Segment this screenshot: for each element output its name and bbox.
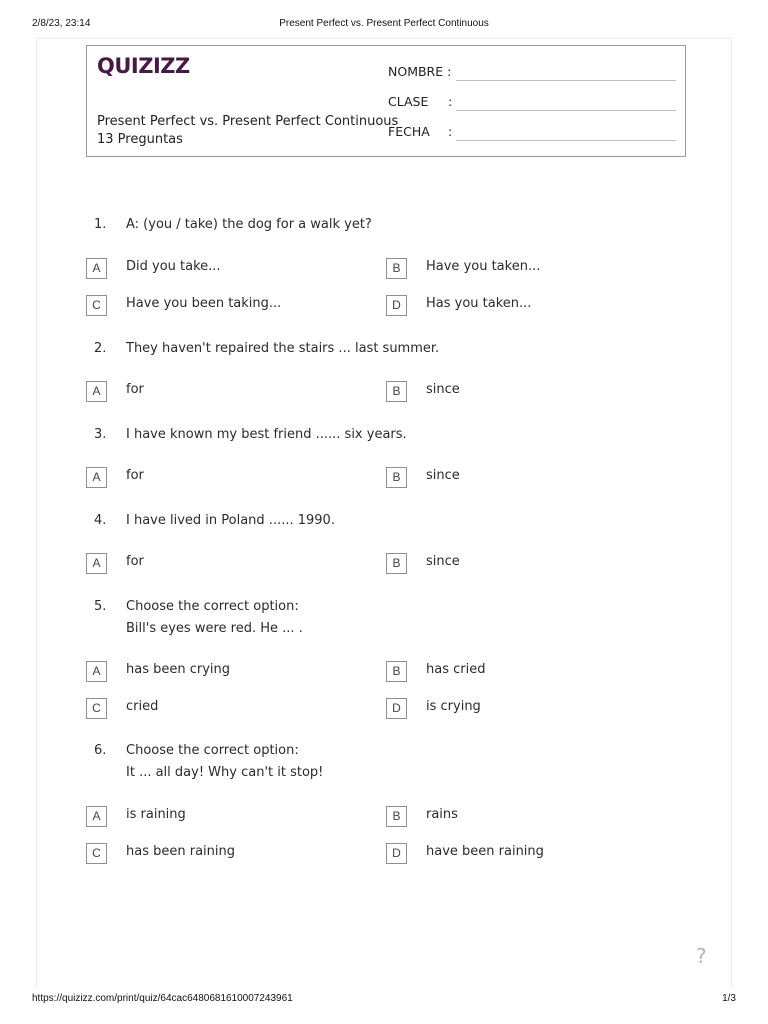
print-title: Present Perfect vs. Present Perfect Continuous	[279, 18, 489, 29]
quiz-title: Present Perfect vs. Present Perfect Continuous	[97, 114, 399, 129]
option-text: has cried	[426, 662, 486, 677]
worksheet-header	[86, 45, 686, 157]
print-url: https://quizizz.com/print/quiz/64cac6480681610007243961	[32, 993, 293, 1004]
class-field	[388, 94, 678, 114]
option-letter: B	[386, 806, 407, 827]
option-letter: A	[86, 381, 107, 402]
option-text: since	[426, 554, 460, 569]
question-number: 4.	[94, 513, 107, 528]
option-letter: B	[386, 467, 407, 488]
question-text: Choose the correct option:	[126, 599, 299, 614]
date-label: FECHA	[388, 124, 430, 139]
question-text: I have lived in Poland ...... 1990.	[126, 513, 335, 528]
option-letter: C	[86, 698, 107, 719]
option-text: for	[126, 468, 144, 483]
date-line	[456, 140, 676, 141]
question-number: 1.	[94, 217, 107, 232]
option-text: is raining	[126, 807, 186, 822]
question-number: 6.	[94, 743, 107, 758]
option-letter: A	[86, 806, 107, 827]
option-letter: D	[386, 698, 407, 719]
option-letter: B	[386, 661, 407, 682]
name-label: NOMBRE :	[388, 64, 452, 79]
name-line	[456, 80, 676, 81]
option-text: Did you take...	[126, 259, 221, 274]
question-text: I have known my best friend ...... six years.	[126, 427, 407, 442]
option-text: Have you been taking...	[126, 296, 282, 311]
option-letter: C	[86, 295, 107, 316]
option-text: Has you taken...	[426, 296, 532, 311]
print-page-number: 1/3	[722, 993, 736, 1004]
name-field	[388, 64, 678, 84]
class-label: CLASE	[388, 94, 429, 109]
question-text: Bill's eyes were red. He ... .	[126, 621, 303, 636]
option-letter: B	[386, 381, 407, 402]
date-colon: :	[448, 124, 453, 139]
option-text: is crying	[426, 699, 481, 714]
option-letter: B	[386, 258, 407, 279]
help-icon[interactable]: ?	[696, 944, 707, 968]
option-letter: D	[386, 295, 407, 316]
class-line	[456, 110, 676, 111]
question-number: 5.	[94, 599, 107, 614]
class-colon: :	[448, 94, 453, 109]
print-datetime: 2/8/23, 23:14	[32, 18, 91, 29]
question-count: 13 Preguntas	[97, 132, 183, 147]
option-text: have been raining	[426, 844, 544, 859]
option-text: for	[126, 382, 144, 397]
option-letter: B	[386, 553, 407, 574]
date-field	[388, 124, 678, 144]
option-letter: A	[86, 467, 107, 488]
option-text: Have you taken...	[426, 259, 541, 274]
option-text: cried	[126, 699, 159, 714]
option-letter: D	[386, 843, 407, 864]
question-text: Choose the correct option:	[126, 743, 299, 758]
option-letter: A	[86, 258, 107, 279]
option-text: since	[426, 468, 460, 483]
question-text: A: (you / take) the dog for a walk yet?	[126, 217, 372, 232]
option-text: has been raining	[126, 844, 235, 859]
question-number: 3.	[94, 427, 107, 442]
quizizz-logo: QUIZIZZ	[97, 54, 190, 78]
option-text: for	[126, 554, 144, 569]
option-letter: A	[86, 661, 107, 682]
option-letter: C	[86, 843, 107, 864]
option-text: has been crying	[126, 662, 231, 677]
question-number: 2.	[94, 341, 107, 356]
question-text: They haven't repaired the stairs ... last summer.	[126, 341, 440, 356]
question-text: It ... all day! Why can't it stop!	[126, 765, 324, 780]
option-text: since	[426, 382, 460, 397]
option-letter: A	[86, 553, 107, 574]
print-header	[0, 18, 768, 32]
option-text: rains	[426, 807, 458, 822]
